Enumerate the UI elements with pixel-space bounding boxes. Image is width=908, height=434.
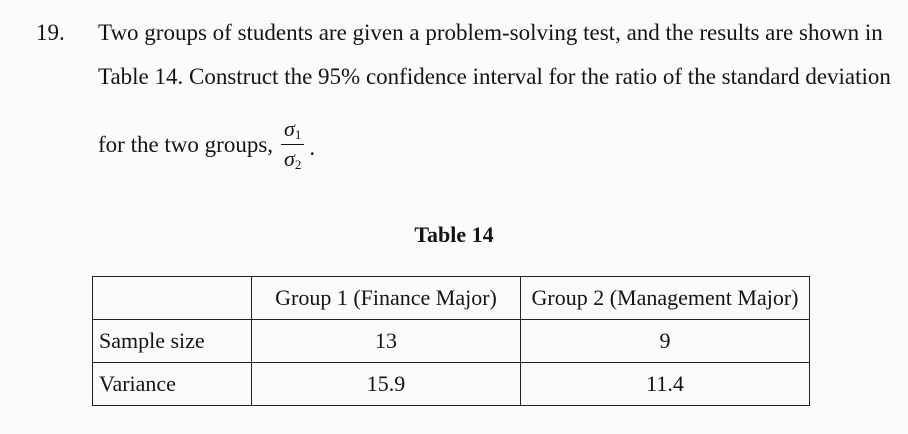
data-table: [92, 276, 810, 406]
problem-number: 19.: [36, 20, 65, 45]
numerator-symbol: σ: [284, 116, 295, 141]
cell-sample-size-group-2: 9: [521, 320, 810, 363]
fraction-numerator: [281, 118, 304, 145]
sigma-ratio-fraction: [281, 118, 304, 171]
row-label-variance: Variance: [93, 363, 252, 406]
cell-variance-group-1: 15.9: [252, 363, 521, 406]
problem-text-line-2: Table 14. Construct the 95% confidence interval for the ratio of the standard deviation: [98, 64, 891, 89]
header-cell-group-2: Group 2 (Management Major): [521, 277, 810, 320]
sentence-period: .: [309, 134, 316, 160]
table-caption: Table 14: [414, 222, 494, 247]
fraction-denominator: [281, 145, 304, 171]
header-cell-group-1: Group 1 (Finance Major): [252, 277, 521, 320]
table-header-row: [93, 277, 810, 320]
problem-text-line-3: [98, 118, 315, 171]
denominator-symbol: σ: [284, 146, 295, 171]
problem-text-line-3-words: for the two groups,: [98, 131, 274, 157]
cell-variance-group-2: 11.4: [521, 363, 810, 406]
row-label-sample-size: Sample size: [93, 320, 252, 363]
table-row: [93, 363, 810, 406]
problem-text-line-1: Two groups of students are given a problem-solving test, and the results are shown in: [98, 20, 883, 45]
denominator-subscript: 2: [294, 157, 302, 172]
numerator-subscript: 1: [294, 127, 302, 142]
cell-sample-size-group-1: 13: [252, 320, 521, 363]
header-cell-empty: [93, 277, 252, 320]
table-row: [93, 320, 810, 363]
